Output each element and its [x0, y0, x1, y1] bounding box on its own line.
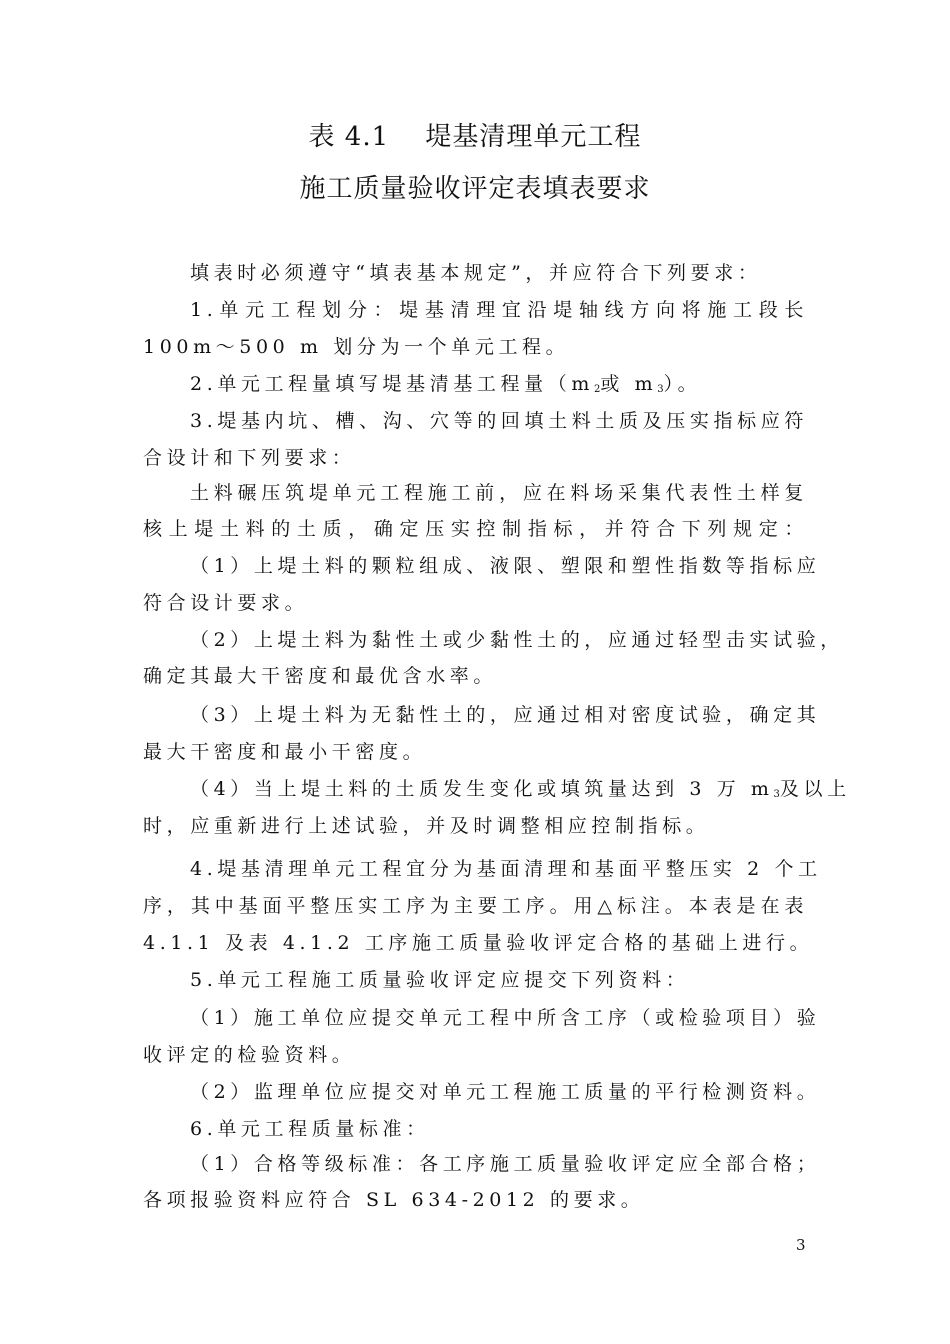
- text-line: （1）合格等级标准：各工序施工质量验收评定应全部合格；: [190, 1153, 821, 1175]
- text-line: 3.堤基内坑、槽、沟、穴等的回填土料土质及压实指标应符: [190, 410, 808, 432]
- text-line: [190, 774, 851, 804]
- text-line: 序，其中基面平整压实工序为主要工序。用△标注。本表是在表: [143, 895, 808, 917]
- text-line: 符合设计要求。: [143, 592, 309, 614]
- text-line: 4.堤基清理单元工程宜分为基面清理和基面平整压实 2 个工: [190, 858, 822, 880]
- superscript-3: 3: [657, 384, 664, 395]
- text-line: 5.单元工程施工质量验收评定应提交下列资料：: [190, 969, 690, 991]
- text-line: 1.单元工程划分：堤基清理宜沿堤轴线方向将施工段长: [190, 299, 808, 321]
- text-line: 核上堤土料的土质，确定压实控制指标，并符合下列规定：: [143, 518, 808, 540]
- text-line: （2）监理单位应提交对单元工程施工质量的平行检测资料。: [190, 1081, 821, 1103]
- text-line: 确定其最大干密度和最优含水率。: [143, 665, 498, 687]
- page-title-line-2: 施工质量验收评定表填表要求: [299, 174, 651, 204]
- page-title-line-1: 表 4.1 堤基清理单元工程: [308, 122, 642, 152]
- text-line: 4.1.1 及表 4.1.2 工序施工质量验收评定合格的基础上进行。: [143, 932, 814, 954]
- text-line: 时，应重新进行上述试验，并及时调整相应控制指标。: [143, 815, 710, 837]
- text-line: 最大干密度和最小干密度。: [143, 741, 427, 763]
- text-line: （1）上堤土料的颗粒组成、液限、塑限和塑性指数等指标应: [190, 555, 821, 577]
- text-line: 各项报验资料应符合 SL 634-2012 的要求。: [143, 1189, 645, 1211]
- text-segment: 2.单元工程量填写堤基清基工程量（m: [190, 373, 594, 395]
- text-line: （3）上堤土料为无黏性土的，应通过相对密度试验，确定其: [190, 704, 821, 726]
- text-line: 土料碾压筑堤单元工程施工前，应在料场采集代表性土样复: [190, 482, 808, 504]
- superscript-2: 2: [593, 384, 601, 395]
- text-line: 合设计和下列要求：: [143, 447, 356, 469]
- text-segment: ）。: [663, 373, 702, 395]
- text-segment: 或 m: [600, 373, 658, 395]
- superscript-3: 3: [773, 789, 780, 800]
- text-segment: （4）当上堤土料的土质发生变化或填筑量达到 3 万 m: [190, 778, 774, 800]
- text-line: （2）上堤土料为黏性土或少黏性土的，应通过轻型击实试验，: [190, 629, 844, 651]
- text-line: 填表时必须遵守“填表基本规定”，并应符合下列要求：: [190, 262, 762, 284]
- text-line: 6.单元工程质量标准：: [190, 1118, 430, 1140]
- text-segment: 及以上: [779, 778, 851, 800]
- text-line: （1）施工单位应提交单元工程中所含工序（或检验项目）验: [190, 1007, 821, 1029]
- text-line: [190, 369, 808, 399]
- text-line: 100m～500 m 划分为一个单元工程。: [143, 336, 570, 358]
- page-number: 3: [796, 1236, 806, 1254]
- text-line: 收评定的检验资料。: [143, 1044, 356, 1066]
